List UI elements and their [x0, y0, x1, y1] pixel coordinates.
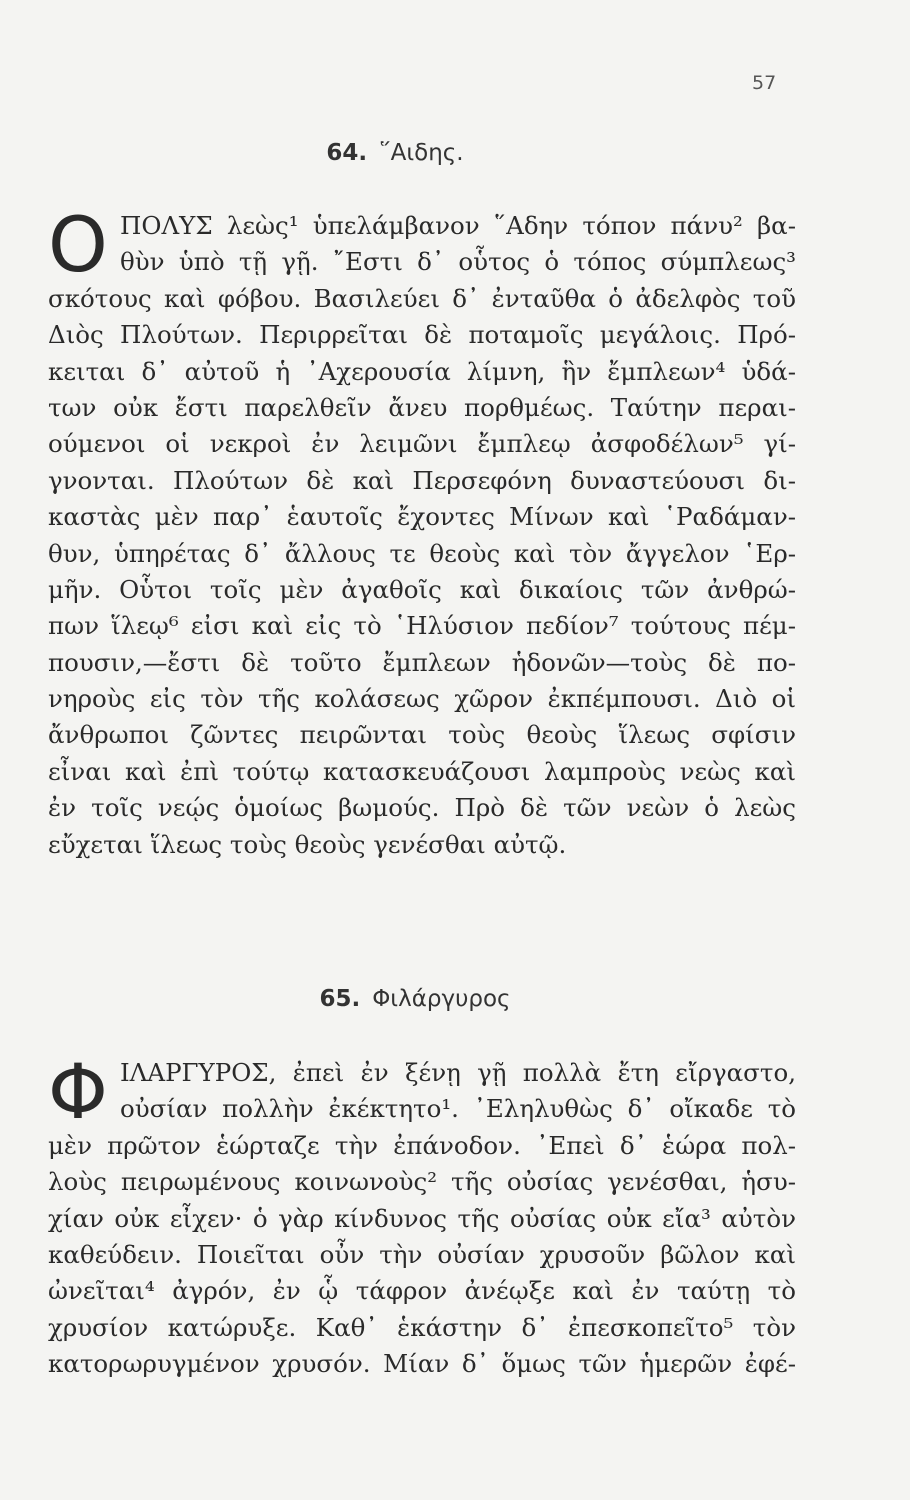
text-line: κειται δ᾽ αὐτοῦ ἡ ᾽Αχερουσία λίμνη, ἣν ἔμπλεων⁴ ὑδά- — [48, 356, 796, 386]
text-line: ἄνθρωποι ζῶντες πειρῶνται τοὺς θεοὺς ἵλεως σφίσιν — [48, 720, 796, 750]
text-line: καστὰς μὲν παρ᾽ ἑαυτοῖς ἔχοντες Μίνων καὶ ῾Ραδάμαν- — [48, 502, 796, 532]
text-line: νηροὺς εἰς τὸν τῆς κολάσεως χῶρον ἐκπέμπουσι. Διὸ οἱ — [48, 684, 796, 714]
text-line: κατορωρυγμένον χρυσόν. Μίαν δ᾽ ὅμως τῶν ἡμερῶν ἐφέ- — [48, 1349, 796, 1379]
page-number: 57 — [752, 72, 777, 94]
text-line: θὺν ὑπὸ τῇ γῇ. ῎Εστι δ᾽ οὗτος ὁ τόπος σύμπλεως³ — [120, 247, 796, 277]
text-line: ὠνεῖται⁴ ἀγρόν, ἐν ᾧ τάφρον ἀνέῳξε καὶ ἐν ταύτῃ τὸ — [48, 1276, 796, 1306]
section-64-drop-cap: Ο — [48, 200, 108, 289]
text-line: εὔχεται ἵλεως τοὺς θεοὺς γενέσθαι αὐτῷ. — [48, 829, 567, 859]
text-line: χρυσίον κατώρυξε. Καθ᾽ ἑκάστην δ᾽ ἐπεσκοπεῖτο⁵ τὸν — [48, 1312, 796, 1342]
section-65-title: Φιλάργυρος — [372, 986, 511, 1012]
text-line: θυν, ὑπηρέτας δ᾽ ἄλλους τε θεοὺς καὶ τὸν ἄγγελον ῾Ερ- — [48, 538, 796, 568]
text-line: λοὺς πειρωμένους κοινωνοὺς² τῆς οὐσίας γενέσθαι, ἡσυ- — [48, 1167, 796, 1197]
text-line: σκότους καὶ φόβου. Βασιλεύει δ᾽ ἐνταῦθα ὁ ἀδελφὸς τοῦ — [48, 283, 796, 313]
text-line: οὐσίαν πολλὴν ἐκέκτητο¹. ᾽Εληλυθὼς δ᾽ οἴκαδε τὸ — [120, 1094, 796, 1124]
section-65-number: 65. — [319, 986, 361, 1012]
text-line: καθεύδειν. Ποιεῖται οὖν τὴν οὐσίαν χρυσοῦν βῶλον καὶ — [48, 1239, 796, 1269]
text-line: μῆν. Οὗτοι τοῖς μὲν ἀγαθοῖς καὶ δικαίοις τῶν ἀνθρώ- — [48, 574, 796, 604]
text-line: των οὐκ ἔστι παρελθεῖν ἄνευ πορθμέως. Ταύτην περαι- — [48, 392, 796, 422]
text-line: ἐν τοῖς νεῴς ὁμοίως βωμούς. Πρὸ δὲ τῶν νεὼν ὁ λεὼς — [48, 793, 796, 823]
text-line: πουσιν,—ἔστι δὲ τοῦτο ἔμπλεων ἡδονῶν—τοὺς δὲ πο- — [48, 647, 796, 677]
text-line: πων ἵλεῳ⁶ εἰσι καὶ εἰς τὸ ῾Ηλύσιον πεδίον⁷ τούτους πέμ- — [48, 611, 796, 641]
section-64-body — [48, 200, 796, 863]
text-line: ούμενοι οἱ νεκροὶ ἐν λειμῶνι ἔμπλεῳ ἀσφοδέλων⁵ γί- — [48, 429, 796, 459]
text-line: χίαν οὐκ εἶχεν· ὁ γὰρ κίνδυνος τῆς οὐσίας οὐκ εἴα³ αὐτὸν — [48, 1203, 796, 1233]
text-line: γνονται. Πλούτων δὲ καὶ Περσεφόνη δυναστεύουσι δι- — [48, 465, 796, 495]
section-65-body — [48, 1047, 796, 1383]
text-line: ΠΟΛΥΣ λεὼς¹ ὑπελάμβανον ῞Αδην τόπον πάνυ² βα- — [120, 211, 796, 240]
text-line: Διὸς Πλούτων. Περιρρεῖται δὲ ποταμοῖς μεγάλοις. Πρό- — [48, 320, 796, 350]
section-65-drop-cap: Φ — [48, 1047, 108, 1136]
text-line: εἶναι καὶ ἐπὶ τούτῳ κατασκευάζουσι λαμπροὺς νεὼς καὶ — [48, 756, 796, 786]
section-65-heading — [0, 986, 870, 1012]
section-64-number: 64. — [326, 140, 368, 166]
text-line: μὲν πρῶτον ἑώρταζε τὴν ἐπάνοδον. ᾽Επεὶ δ᾽ ἑώρα πολ- — [48, 1130, 796, 1160]
text-line: ΙΛΑΡΓΥΡΟΣ, ἐπεὶ ἐν ξένῃ γῇ πολλὰ ἔτη εἴργαστο, — [120, 1058, 796, 1087]
section-64-title: ῞Αιδης. — [379, 140, 464, 166]
section-64-heading — [0, 140, 850, 166]
